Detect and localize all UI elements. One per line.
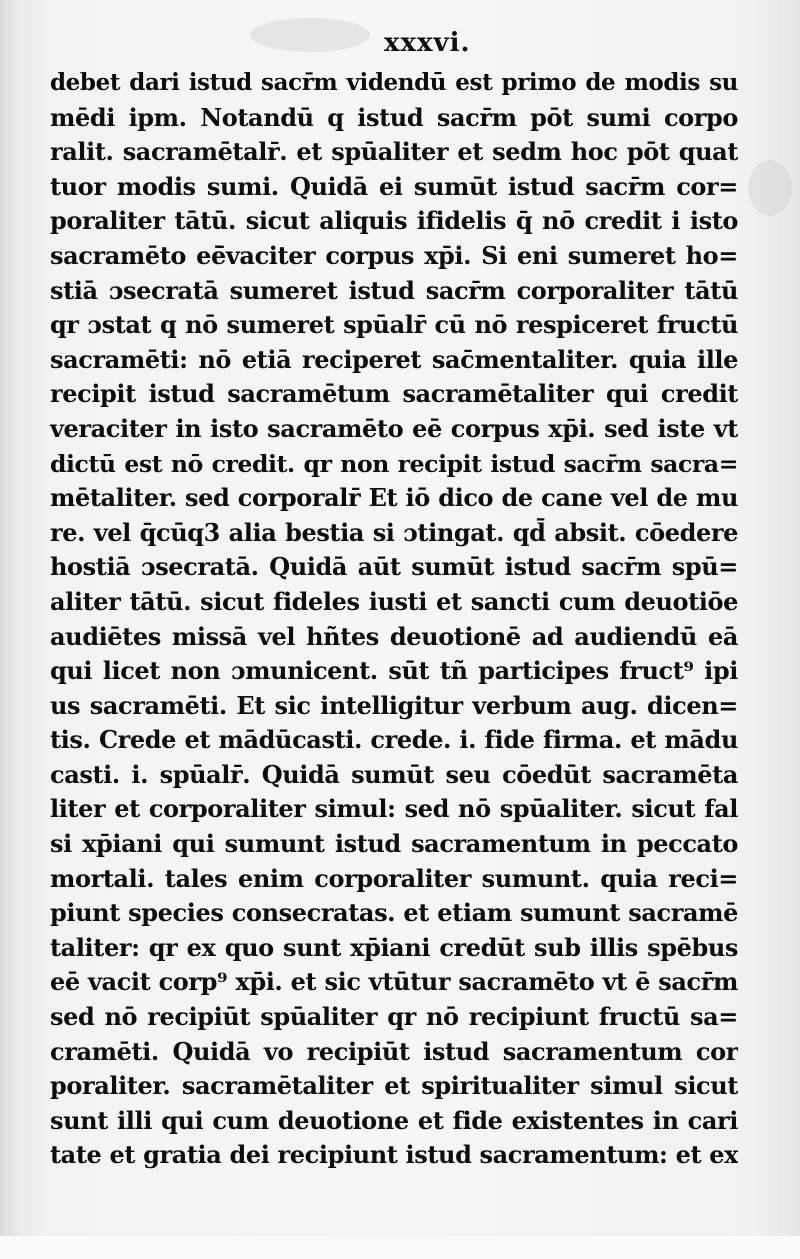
text-line: si xp̄iani qui sumunt istud sacramentum in peccato [50,829,738,859]
text-line: debet dari istud sacr̄m videndū est primo de modis su [50,69,738,96]
text-line: mēdi ipm. Notandū q istud sacr̄m pōt sumi corpo [50,102,738,132]
text-line: poraliter tātū. sicut aliquis ifidelis q̄ nō credit i isto [50,206,738,236]
text-line: tuor modis sumi. Quidā ei sumūt istud sacr̄m cor= [50,171,738,201]
text-line: re. vel q̄cūq3 alia bestia si ɔtingat. qd̄ absit. cōedere [50,517,738,547]
ink-smudge [748,160,792,216]
folio-number: xxxvi. [384,28,471,58]
text-line: sacramēto eē̄vaciter corpus xp̄i. Si eni sumeret ho= [50,240,738,270]
text-line: ralit. sacramētalr̄. et spūaliter et sedm hoc pōt quat [50,137,738,167]
text-line: casti. i. spūalr̄. Quidā sumūt seu cōedūt sacramēta [50,759,738,789]
ink-smudge [250,18,370,52]
text-line: veraciter in isto sacramēto eē corpus xp̄i. sed iste vt [50,413,738,443]
text-line: sed nō recipiūt spūaliter qr nō recipiunt fructū sa= [50,1002,738,1032]
text-line: eē vacit corp⁹ xp̄i. et sic vtūtur sacramēto vt ē sacr̄m [50,967,738,997]
text-line: qui licet non ɔmunicent. sūt tñ participes fruct⁹ ipi [50,656,738,686]
text-line: stiā ɔsecratā sumeret istud sacr̄m corporaliter tātū [50,275,738,305]
text-line: sunt illi qui cum deuotione et fide existentes in cari [50,1105,738,1135]
text-line: tis. Crede et mādūcasti. crede. i. fide firma. et mādu [50,725,738,755]
text-line: hostiā ɔsecratā. Quidā aūt sumūt istud sacr̄m spū= [50,552,738,582]
text-line: taliter: qr ex quo sunt xp̄iani credūt sub illis spēbus [50,932,738,962]
text-line: us sacramēti. Et sic intelligitur verbum aug. dicen= [50,690,738,720]
text-line: liter et corporaliter simul: sed nō spūaliter. sicut fal [50,794,738,824]
text-line: recipit istud sacramētum sacramētaliter qui credit [50,379,738,409]
text-line: poraliter. sacramētaliter et spiritualiter simul sicut [50,1071,738,1101]
text-line: sacramēti: nō etiā reciperet sac̄mentaliter. quia ille [50,344,738,374]
text-line: cramēti. Quidā vo recipiūt istud sacramentum cor [50,1036,738,1066]
text-line: audiētes missā vel hñtes deuotionē ad audiendū eā [50,621,738,651]
text-line: aliter tātū. sicut fideles iusti et sancti cum deuotiōe [50,586,738,616]
binding-shadow [0,0,18,1259]
text-line: mētaliter. sed corporalr̄ Et iō dico de cane vel de mu [50,483,738,513]
text-line: tate et gratia dei recipiunt istud sacramentum: et ex [50,1140,738,1170]
text-block [50,66,738,1173]
text-line: mortali. tales enim corporaliter sumunt. quia reci= [50,863,738,893]
text-line: qr ɔstat q nō sumeret spūalr̄ cū nō respiceret fructū [50,310,738,340]
text-line: dictū est nō credit. qr non recipit istud sacr̄m sacra= [50,449,738,478]
text-line: piunt species consecratas. et etiam sumunt sacramē [50,898,738,928]
bottom-margin [0,1236,800,1259]
